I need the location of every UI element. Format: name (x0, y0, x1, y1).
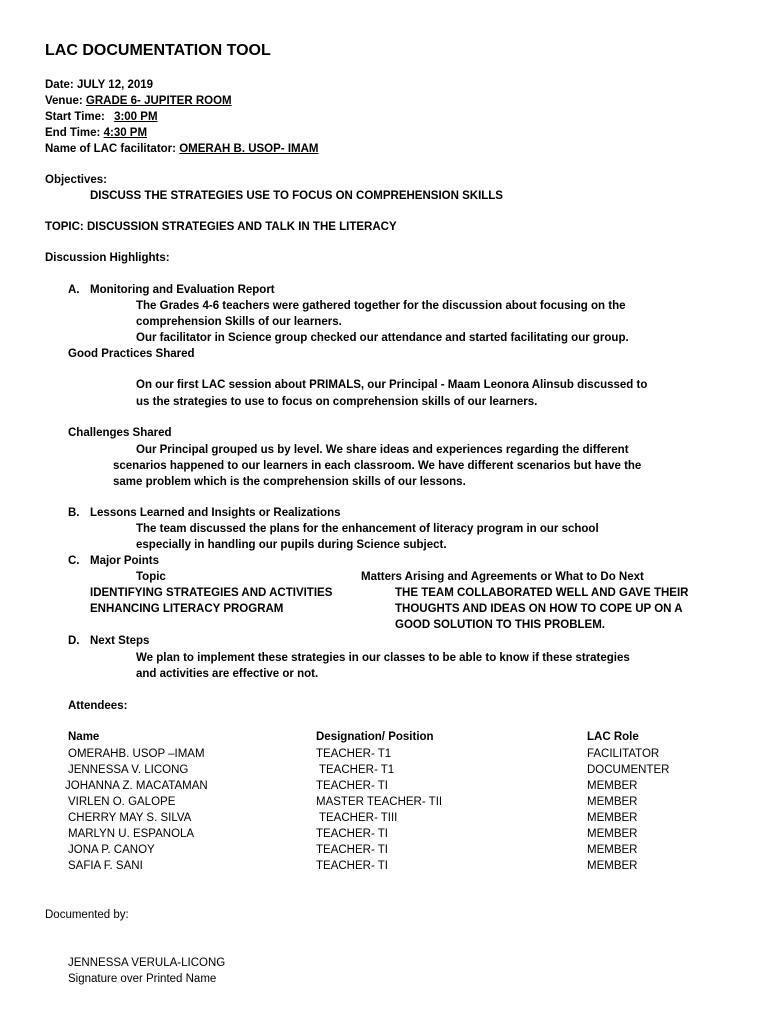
section-a-line: comprehension Skills of our learners. (136, 316, 342, 328)
section-d-line: We plan to implement these strategies in our classes to be able to know if these strategies (136, 652, 630, 664)
venue-line (45, 93, 232, 109)
major-points-topic-line: IDENTIFYING STRATEGIES AND ACTIVITIES (90, 587, 333, 599)
section-d-heading: Next Steps (90, 635, 150, 647)
start-time-value: 3:00 PM (114, 111, 158, 123)
attendee-role: DOCUMENTER (587, 764, 670, 776)
end-time-label: End Time: (45, 127, 101, 139)
attendee-designation: TEACHER- TI (316, 844, 388, 856)
section-c-marker: C. (68, 555, 80, 567)
signature-name: JENNESSA VERULA-LICONG (68, 957, 226, 969)
date-line (45, 77, 153, 93)
challenges-line: same problem which is the comprehension skills of our lessons. (113, 476, 466, 488)
section-b-heading: Lessons Learned and Insights or Realizations (90, 507, 341, 519)
attendee-role: MEMBER (587, 780, 638, 792)
attendee-name: JENNESSA V. LICONG (68, 764, 189, 776)
section-b-marker: B. (68, 507, 80, 519)
attendee-role: MEMBER (587, 860, 638, 872)
section-c-heading: Major Points (90, 555, 160, 567)
discussion-highlights-heading: Discussion Highlights: (45, 252, 170, 264)
attendee-role: FACILITATOR (587, 748, 660, 760)
section-a-marker: A. (68, 284, 80, 296)
attendees-header-designation: Designation/ Position (316, 731, 434, 743)
section-a-heading: Monitoring and Evaluation Report (90, 284, 275, 296)
start-time-label: Start Time: (45, 111, 105, 123)
end-time-line (45, 125, 147, 141)
facilitator-label: Name of LAC facilitator: (45, 143, 176, 155)
major-points-matters-line: THOUGHTS AND IDEAS ON HOW TO COPE UP ON A (395, 603, 683, 615)
major-points-matters-header: Matters Arising and Agreements or What to Do Next (361, 571, 644, 583)
attendee-name: JOHANNA Z. MACATAMAN (65, 780, 208, 792)
attendees-header-role: LAC Role (587, 731, 639, 743)
facilitator-value: OMERAH B. USOP- IMAM (179, 143, 319, 155)
challenges-heading: Challenges Shared (68, 427, 172, 439)
venue-value: GRADE 6- JUPITER ROOM (85, 95, 232, 107)
end-time-value: 4:30 PM (103, 127, 148, 139)
topic-line: TOPIC: DISCUSSION STRATEGIES AND TALK IN THE LITERACY (45, 221, 397, 233)
major-points-topic-header: Topic (136, 571, 166, 583)
objectives-heading: Objectives: (45, 174, 107, 186)
date-value: JULY 12, 2019 (76, 79, 154, 91)
major-points-matters-line: THE TEAM COLLABORATED WELL AND GAVE THEIR (395, 587, 689, 599)
attendee-designation: TEACHER- TI (316, 828, 388, 840)
attendees-heading: Attendees: (68, 700, 128, 712)
section-d-line: and activities are effective or not. (136, 668, 319, 680)
attendee-name: CHERRY MAY S. SILVA (68, 812, 192, 824)
attendee-designation: TEACHER- TIII (316, 812, 398, 824)
document-title: LAC DOCUMENTATION TOOL (45, 42, 271, 59)
signature-caption: Signature over Printed Name (68, 973, 217, 985)
section-d-marker: D. (68, 635, 80, 647)
attendee-name: SAFIA F. SANI (68, 860, 143, 872)
attendee-designation: TEACHER- TI (316, 780, 388, 792)
attendee-name: MARLYN U. ESPANOLA (68, 828, 195, 840)
documented-by-label: Documented by: (45, 909, 129, 921)
attendee-role: MEMBER (587, 796, 638, 808)
start-time-line (45, 109, 158, 125)
date-label: Date: (45, 79, 74, 91)
major-points-matters-line: GOOD SOLUTION TO THIS PROBLEM. (395, 619, 605, 631)
challenges-line: scenarios happened to our learners in each classroom. We have different scenarios but have the (113, 460, 642, 472)
objectives-text: DISCUSS THE STRATEGIES USE TO FOCUS ON COMPREHENSION SKILLS (90, 190, 503, 202)
section-b-line: especially in handling our pupils during Science subject. (136, 539, 447, 551)
attendees-header-name: Name (68, 731, 100, 743)
attendee-designation: TEACHER- T1 (316, 764, 395, 776)
attendee-name: JONA P. CANOY (68, 844, 155, 856)
venue-label: Venue: (45, 95, 83, 107)
section-b-line: The team discussed the plans for the enhancement of literacy program in our school (136, 523, 599, 535)
facilitator-line (45, 141, 318, 157)
attendee-role: MEMBER (587, 828, 638, 840)
attendee-name: VIRLEN O. GALOPE (68, 796, 176, 808)
good-practices-line: On our first LAC session about PRIMALS, our Principal - Maam Leonora Alinsub discussed to (136, 379, 648, 391)
section-a-line: The Grades 4-6 teachers were gathered together for the discussion about focusing on the (136, 300, 626, 312)
good-practices-line: us the strategies to use to focus on comprehension skills of our learners. (136, 396, 538, 408)
attendee-designation: MASTER TEACHER- TII (316, 796, 443, 808)
major-points-topic-line: ENHANCING LITERACY PROGRAM (90, 603, 284, 615)
good-practices-heading: Good Practices Shared (68, 348, 195, 360)
attendee-role: MEMBER (587, 844, 638, 856)
attendee-name: OMERAHB. USOP –IMAM (68, 748, 205, 760)
attendee-designation: TEACHER- T1 (316, 748, 392, 760)
attendee-role: MEMBER (587, 812, 638, 824)
attendee-designation: TEACHER- TI (316, 860, 388, 872)
section-a-line: Our facilitator in Science group checked our attendance and started facilitating our group. (136, 332, 629, 344)
challenges-line: Our Principal grouped us by level. We share ideas and experiences regarding the different (136, 444, 629, 456)
